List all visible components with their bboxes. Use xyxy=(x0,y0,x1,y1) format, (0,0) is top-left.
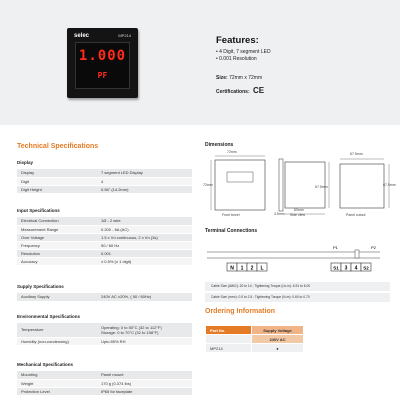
table-row xyxy=(17,387,192,395)
front-window-shape xyxy=(227,172,253,182)
cable-spec-mm: Cable Size (mm²): 0.5 to 2.5 ; Tightening Torque (N-m): 0.60 to 0.70 xyxy=(205,293,390,302)
ordering-title: Ordering Information xyxy=(205,308,275,315)
cell: 1Ø - 2 wire xyxy=(97,217,192,225)
meter-display xyxy=(75,42,130,89)
cell: 1.5 x Vn continuous, 2 x Vn (3s) xyxy=(97,233,192,241)
dimensions-title: Dimensions xyxy=(205,142,234,148)
dim-side-height: 67.5mm xyxy=(315,185,328,189)
tech-specs-title: Technical Specifications xyxy=(17,143,99,150)
cell: Display xyxy=(17,169,97,177)
part-number-cell: MP214 xyxy=(206,344,252,353)
cell: 4 xyxy=(97,177,192,185)
cell: 50 / 60 Hz xyxy=(97,241,192,249)
cert-label: Certifications: xyxy=(216,89,250,95)
table-row xyxy=(17,323,192,337)
cell: 240V AC ±20%, ( 50 / 60Hz) xyxy=(97,293,192,301)
cell: Measurement Range xyxy=(17,225,97,233)
table-row xyxy=(17,217,192,225)
availability-mark: ● xyxy=(252,344,304,353)
meter-model: MP214 xyxy=(118,33,131,38)
cell: Frequency xyxy=(17,241,97,249)
cell: Temperature xyxy=(17,323,97,337)
col-supply-header: Supply Voltage xyxy=(252,326,304,335)
table-row xyxy=(17,249,192,257)
dim-front-width: 72mm xyxy=(227,150,237,154)
table-row xyxy=(17,257,192,265)
cell: IP65 for faceplate xyxy=(97,387,192,395)
table-row xyxy=(17,169,192,177)
group-supply-table xyxy=(17,293,192,302)
terminal-label: 1 xyxy=(240,265,244,272)
cell: Over Voltage xyxy=(17,233,97,241)
cell: Digit Height xyxy=(17,185,97,193)
feature-text: 4 Digit, 7 segment LED xyxy=(219,49,271,55)
cell: ± 0.5% (± 1 digit) xyxy=(97,257,192,265)
table-row xyxy=(17,379,192,387)
table-row xyxy=(17,177,192,185)
dim-front-height: 72mm xyxy=(203,183,213,187)
group-supply-title: Supply Specifications xyxy=(17,284,64,289)
ordering-table xyxy=(205,325,304,353)
cell: 0.56" (14.2mm) xyxy=(97,185,192,193)
dim-cutout-height: 67.5mm xyxy=(383,183,396,187)
meter-unit: PF xyxy=(97,71,108,80)
feature-item: • 0.001 Resolution xyxy=(216,55,257,62)
meter-brand: selec xyxy=(74,33,90,39)
cell: Auxiliary Supply xyxy=(17,293,97,301)
supply-voltage-subheader: 240V AC xyxy=(252,335,304,344)
dim-side-thickness: 3.5mm xyxy=(274,212,285,216)
feature-item: • 4 Digit, 7 segment LED xyxy=(216,49,271,55)
table-row xyxy=(206,344,304,353)
table-row xyxy=(17,225,192,233)
cell: Panel mount xyxy=(97,371,192,379)
terminal-label: N xyxy=(230,265,234,272)
side-view-label: Side view xyxy=(290,213,305,217)
group-input-table xyxy=(17,217,192,266)
table-row xyxy=(17,293,192,301)
cell: 0.001 xyxy=(97,249,192,257)
p2-label: P2 xyxy=(371,245,376,250)
cell: Resolution xyxy=(17,249,97,257)
terminal-label: S1 xyxy=(333,265,339,271)
group-input-title: Input Specifications xyxy=(17,208,60,213)
cell: 0.200 - 6A (AC) xyxy=(97,225,192,233)
cell: Upto 85% RH xyxy=(97,337,192,345)
front-bezel-shape xyxy=(215,160,265,210)
terminal-diagram xyxy=(205,236,390,280)
table-row xyxy=(17,371,192,379)
table-row xyxy=(17,185,192,193)
meter-reading: 1.000 xyxy=(78,48,127,64)
product-hero xyxy=(0,0,400,125)
p1-label: P1 xyxy=(333,245,338,250)
table-row xyxy=(206,326,304,335)
ct-coil-shape xyxy=(355,250,359,258)
features-block xyxy=(216,35,271,62)
cell: Weight xyxy=(17,379,97,387)
cert-line xyxy=(216,86,264,95)
table-row xyxy=(206,335,304,344)
dim-cutout-width: 67.5mm xyxy=(350,152,363,156)
cell: 7 segment LED Display xyxy=(97,169,192,177)
side-bezel-shape xyxy=(279,159,283,211)
table-row xyxy=(17,233,192,241)
cell: Protection Level xyxy=(17,387,97,395)
group-display-table xyxy=(17,169,192,194)
cell: 170 g (0.374 lbs) xyxy=(97,379,192,387)
cell: Humidity (non-condensing) xyxy=(17,337,97,345)
meter-image xyxy=(67,28,138,98)
size-line xyxy=(216,75,262,81)
terminal-label: 4 xyxy=(354,265,358,272)
cell: Accuracy xyxy=(17,257,97,265)
features-title: Features: xyxy=(216,35,259,46)
group-env-table xyxy=(17,323,192,346)
size-label: Size: xyxy=(216,75,228,81)
terminal-label: 3 xyxy=(344,265,348,272)
table-row xyxy=(17,241,192,249)
cell: Electrical Connection xyxy=(17,217,97,225)
group-display-title: Display xyxy=(17,160,34,165)
terminal-connections-title: Terminal Connections xyxy=(205,228,258,234)
group-mech-title: Mechanical Specifications xyxy=(17,362,74,367)
cell: Operating: 0 to 50°C (32 to 112°F) Storage: 0 to 70°C (32 to 158°F) xyxy=(97,323,192,337)
col-part-header: Part No. xyxy=(206,326,252,335)
cable-spec-awg: Cable Size (AWG): 20 to 14 ; Tightening Torque (Lb-in): 6.91 to 6.00 xyxy=(205,282,390,291)
group-env-title: Environmental Specifications xyxy=(17,314,81,319)
cell: Digit xyxy=(17,177,97,185)
front-bezel-label: Front bezel xyxy=(222,213,240,217)
cell xyxy=(206,335,252,344)
features-list xyxy=(216,49,271,62)
size-value: 72mm x 72mm xyxy=(229,75,263,81)
ce-mark-icon: CE xyxy=(253,86,265,95)
panel-cutout-label: Panel cutout xyxy=(346,213,366,217)
terminal-label: S2 xyxy=(363,265,369,271)
panel-cutout-shape xyxy=(340,164,384,208)
cell: Mounting xyxy=(17,371,97,379)
feature-text: 0.001 Resolution xyxy=(219,55,257,62)
group-mech-table xyxy=(17,371,192,396)
terminal-label: L xyxy=(260,265,264,272)
dim-side-depth: 60mm xyxy=(294,208,304,212)
terminal-label: 2 xyxy=(250,265,254,272)
table-row xyxy=(17,337,192,345)
